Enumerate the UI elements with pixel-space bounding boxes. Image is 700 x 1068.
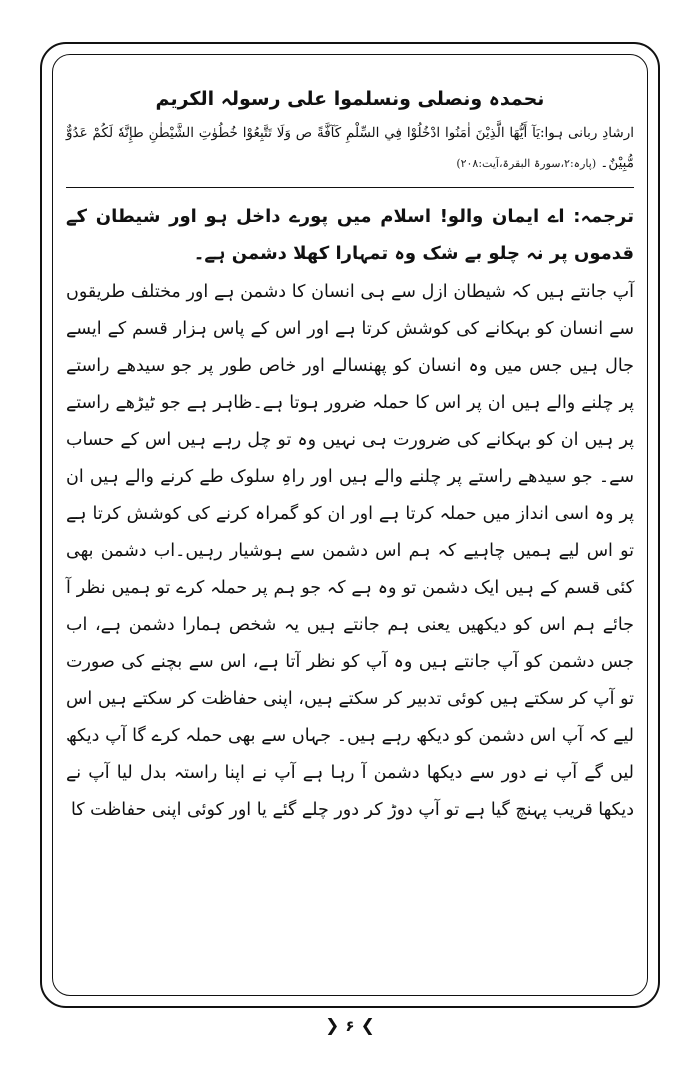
divider xyxy=(66,187,634,188)
verse-reference: (پارہ:۲،سورۃ البقرۃ،آیت:۲۰۸) xyxy=(456,157,597,170)
page-content xyxy=(66,70,634,990)
verse-text: يَآ أَيُّهَا الَّذِيْنَ اٰمَنُوا ادْخُلُوْا فِي السِّلْمِ كَآفَّةً ص وَلَا تَتَّبِعُوْا خُطُوٰتِ الشَّيْطٰنِ طإِنَّهٗ لَكُمْ عَدُوٌّ مُّبِيْنٌ۔ xyxy=(66,125,634,171)
page-number-footer xyxy=(0,1016,700,1036)
body-paragraph: آپ جانتے ہیں کہ شیطان ازل سے ہی انسان کا دشمن ہے اور مختلف طریقوں سے انسان کو بہکانے کی کوشش کرتا ہے اور اس کے پاس ہزار قسم کے ایسے جال ہیں جس میں وہ انسان کو پھنسالے اور خاص طور پر جو سیدھے راستے پر چلنے والے ہیں ان پر اس کا حملہ ضرور ہوتا ہے۔ظاہر ہے جو ٹیڑھے راستے پر ہیں ان کو بہکانے کی ضرورت ہی نہیں وہ تو چل رہے ہیں اس کے حساب سے۔ جو سیدھے راستے پر چلنے والے ہیں اور راہِ سلوک طے کرنے والے ہیں ان پر وہ اسی انداز میں حملہ کرتا ہے اور ان کو گمراہ کرنے کی کوشش کرتا ہے تو اس لیے ہمیں چاہیے کہ ہم اس دشمن سے ہوشیار رہیں۔اب دشمن بھی کئی قسم کے ہیں ایک دشمن تو وہ ہے کہ جو ہم پر حملہ کرے تو ہمیں نظر آ جائے ہم اس کو دیکھیں یعنی ہم جانتے ہیں یہ شخص ہمارا دشمن ہے، اب جس دشمن کو آپ جانتے ہیں وہ آپ کو نظر آتا ہے، اس سے بچنے کی صورت تو آپ کر سکتے ہیں کوئی تدبیر کر سکتے ہیں، اپنی حفاظت کر سکتے ہیں اس لیے کہ آپ اس دشمن کو دیکھ رہے ہیں۔ جہاں سے بھی حملہ کرے گا آپ دیکھ لیں گے آپ نے دور سے دیکھا دشمن آ رہا ہے آپ نے اپنا راستہ بدل لیا آپ نے دیکھا قریب پہنچ گیا ہے تو آپ دوڑ کر دور چلے گئے یا اور کوئی اپنی حفاظت کا xyxy=(66,282,634,820)
quran-verse xyxy=(66,118,634,179)
ornament-right-icon: ❯ xyxy=(360,1016,375,1036)
verse-intro: ارشادِ ربانی ہوا: xyxy=(540,125,634,141)
page-number: ۶ xyxy=(345,1017,355,1035)
opening-dua: نحمدہ ونصلی ونسلموا علی رسولہ الکریم xyxy=(155,88,545,110)
verse-translation: ترجمہ: اے ایمان والو! اسلام میں پورے داخل ہو اور شیطان کے قدموں پر نہ چلو بے شک وہ تمہارا کھلا دشمن ہے۔ xyxy=(66,206,634,264)
ornament-left-icon: ❮ xyxy=(325,1016,340,1036)
